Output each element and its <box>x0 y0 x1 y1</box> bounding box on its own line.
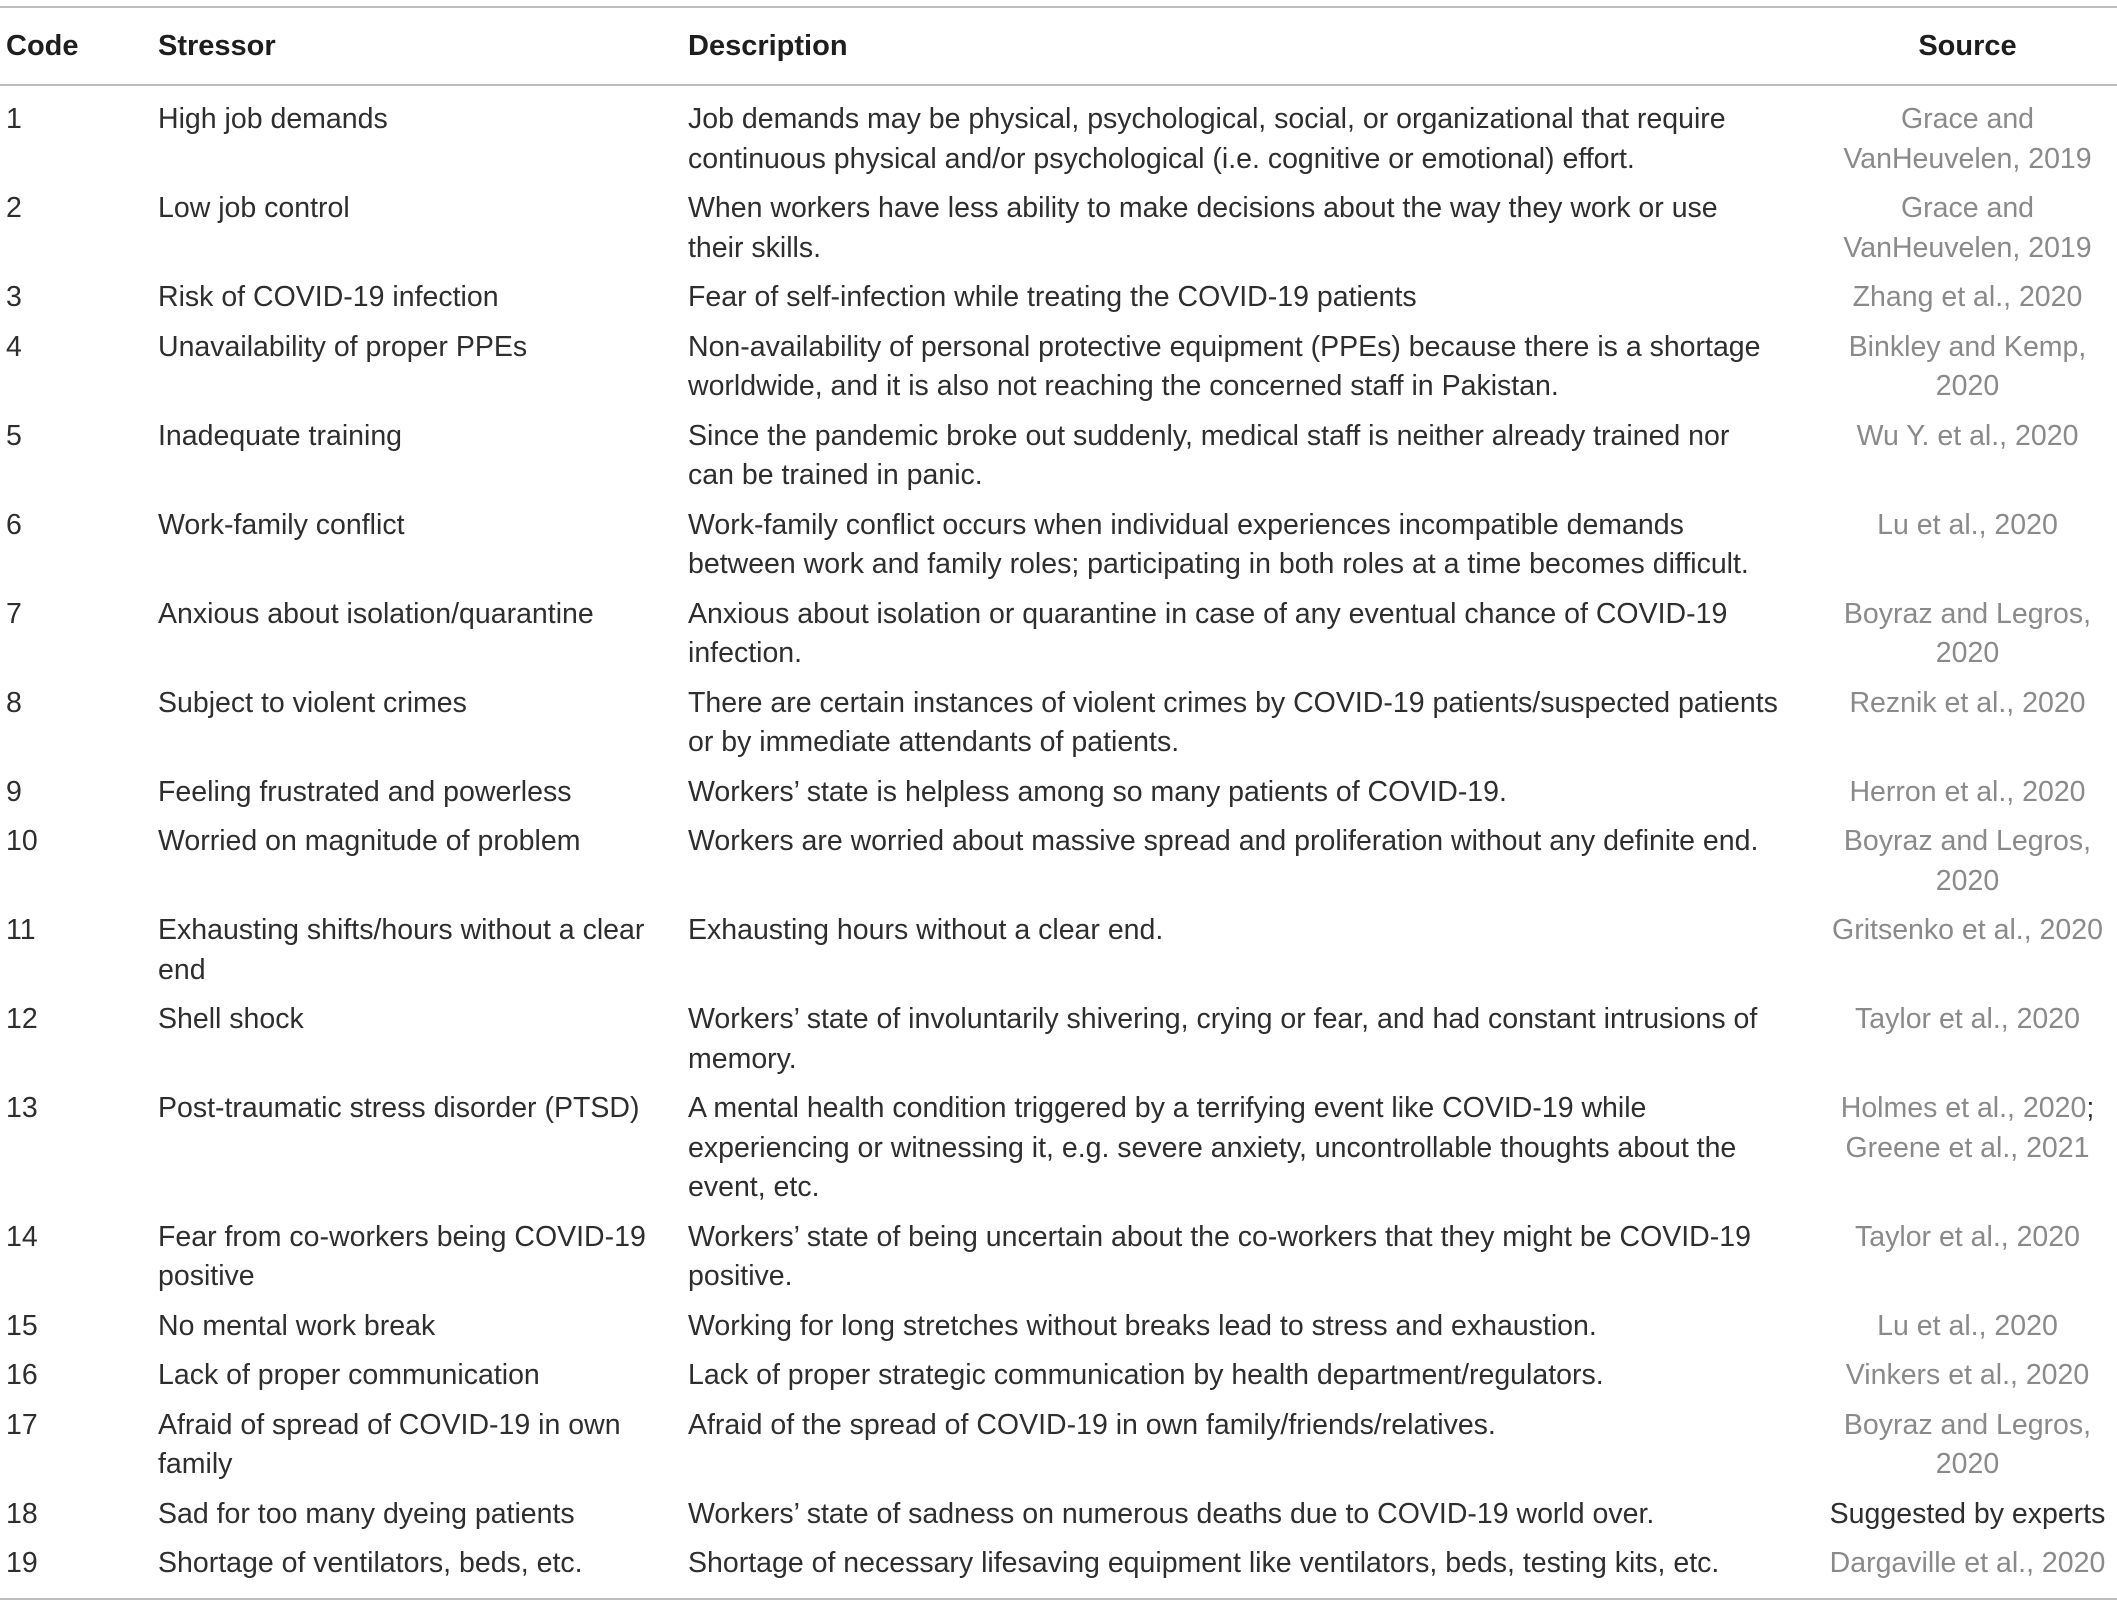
row-stressor: Lack of proper communication <box>158 1359 540 1391</box>
row-description: Shortage of necessary lifesaving equipment like ventilators, beds, testing kits, etc. <box>688 1540 1818 1599</box>
table-row <box>0 680 2117 769</box>
source-citation-link[interactable]: Boyraz and Legros, 2020 <box>1843 825 2092 897</box>
row-code: 18 <box>6 1497 38 1530</box>
row-code: 16 <box>6 1359 38 1391</box>
row-description: Job demands may be physical, psychological, social, or organizational that require continuous physical and/or psychological (i.e. cognitive or emotional) effort. <box>688 103 1726 175</box>
row-source <box>1818 274 2117 324</box>
row-description: Afraid of the spread of COVID-19 in own family/friends/relatives. <box>688 1408 1496 1441</box>
row-description: When workers have less ability to make decisions about the way they work or use their skills. <box>688 192 1718 264</box>
source-citation-link[interactable]: Boyraz and Legros, 2020 <box>1843 1408 2092 1480</box>
row-stressor: Risk of COVID-19 infection <box>158 281 499 313</box>
row-source <box>1818 185 2117 274</box>
source-citation-link[interactable]: Gritsenko et al., 2020 <box>1832 914 2103 946</box>
row-stressor: Anxious about isolation/quarantine <box>158 597 594 630</box>
table-row <box>0 85 2117 185</box>
row-code: 10 <box>6 825 38 857</box>
row-stressor: Unavailability of proper PPEs <box>158 330 528 363</box>
source-citation-link[interactable]: Grace and VanHeuvelen, 2019 <box>1843 192 2092 264</box>
table-row <box>0 591 2117 680</box>
row-source <box>1818 413 2117 502</box>
row-code: 19 <box>0 1540 158 1599</box>
row-description: Exhausting hours without a clear end. <box>688 914 1164 946</box>
row-description: Workers’ state of being uncertain about the co-workers that they might be COVID-19 positive. <box>688 1220 1751 1292</box>
header-stressor: Stressor <box>158 7 688 85</box>
row-code: 14 <box>6 1220 38 1253</box>
row-code: 17 <box>6 1408 38 1441</box>
row-description: Workers’ state of sadness on numerous deaths due to COVID-19 world over. <box>688 1497 1655 1530</box>
source-citation-link[interactable]: Dargaville et al., 2020 <box>1829 1547 2106 1579</box>
row-source <box>1818 1214 2117 1303</box>
source-citation-link[interactable]: Taylor et al., 2020 <box>1855 1220 2080 1253</box>
header-code: Code <box>0 7 158 85</box>
row-source <box>1818 680 2117 769</box>
table-row <box>0 274 2117 324</box>
row-stressor: Fear from co-workers being COVID-19 positive <box>158 1220 646 1292</box>
row-source <box>1818 85 2117 185</box>
row-source <box>1818 818 2117 907</box>
row-code: 3 <box>6 281 22 313</box>
table-row <box>0 1214 2117 1303</box>
row-stressor: Shell shock <box>158 1003 304 1035</box>
row-description: Workers are worried about massive spread and proliferation without any definite end. <box>688 825 1759 857</box>
source-citation-link[interactable]: Reznik et al., 2020 <box>1849 686 2086 719</box>
row-code: 12 <box>6 1003 38 1035</box>
table-row <box>0 907 2117 996</box>
row-description: Since the pandemic broke out suddenly, medical staff is neither already trained nor can be trained in panic. <box>688 419 1730 491</box>
source-citation-link[interactable]: Binkley and Kemp, 2020 <box>1848 330 2087 402</box>
row-code: 1 <box>6 103 22 135</box>
row-source <box>1818 1491 2117 1541</box>
row-stressor: Work-family conflict <box>158 508 405 541</box>
row-stressor: Feeling frustrated and powerless <box>158 775 572 808</box>
table-row <box>0 1303 2117 1353</box>
row-stressor: Sad for too many dyeing patients <box>158 1497 575 1530</box>
row-stressor: Exhausting shifts/hours without a clear end <box>158 914 645 986</box>
table-row <box>0 769 2117 819</box>
row-stressor: Shortage of ventilators, beds, etc. <box>158 1540 688 1599</box>
row-stressor: Low job control <box>158 192 350 224</box>
table-row <box>0 324 2117 413</box>
table-row <box>0 502 2117 591</box>
table-row <box>0 1491 2117 1541</box>
row-description: A mental health condition triggered by a terrifying event like COVID-19 while experiencing or witnessing it, e.g. severe anxiety, uncontrollable thoughts about the event, etc. <box>688 1092 1737 1203</box>
table-row <box>0 1402 2117 1491</box>
row-code: 13 <box>6 1092 38 1124</box>
header-source: Source <box>1818 7 2117 85</box>
row-code: 2 <box>6 192 22 224</box>
row-description: Fear of self-infection while treating the COVID-19 patients <box>688 281 1417 313</box>
row-code: 9 <box>6 775 22 808</box>
row-description: Workers’ state of involuntarily shivering, crying or fear, and had constant intrusions of memory. <box>688 1003 1758 1075</box>
table-row <box>0 996 2117 1085</box>
row-description: Non-availability of personal protective equipment (PPEs) because there is a shortage worldwide, and it is also not reaching the concerned staff in Pakistan. <box>688 330 1761 402</box>
row-code: 15 <box>6 1309 38 1342</box>
source-text: Suggested by experts <box>1829 1497 2106 1530</box>
row-source <box>1818 1352 2117 1402</box>
row-source <box>1818 996 2117 1085</box>
row-source <box>1818 769 2117 819</box>
row-code: 6 <box>6 508 22 541</box>
row-description: Work-family conflict occurs when individual experiences incompatible demands between work and family roles; participating in both roles at a time becomes difficult. <box>688 508 1749 580</box>
row-source <box>1818 1402 2117 1491</box>
table-row <box>0 818 2117 907</box>
row-description: Working for long stretches without breaks lead to stress and exhaustion. <box>688 1309 1597 1342</box>
row-stressor: High job demands <box>158 103 388 135</box>
row-code: 11 <box>6 914 36 946</box>
row-code: 5 <box>6 419 22 452</box>
source-citation-link[interactable]: Holmes et al., 2020 <box>1840 1092 2087 1124</box>
row-code: 4 <box>6 330 22 363</box>
source-citation-link[interactable]: Lu et al., 2020 <box>1877 1309 2058 1342</box>
row-source <box>1818 591 2117 680</box>
source-citation-link[interactable]: Lu et al., 2020 <box>1877 508 2058 541</box>
row-description: Workers’ state is helpless among so many patients of COVID-19. <box>688 775 1507 808</box>
stressor-table <box>0 6 2117 1600</box>
table-row <box>0 1352 2117 1402</box>
row-source <box>1818 1085 2117 1214</box>
row-stressor: Inadequate training <box>158 419 403 452</box>
source-citation-link[interactable]: Wu Y. et al., 2020 <box>1856 419 2079 452</box>
header-description: Description <box>688 7 1818 85</box>
row-source <box>1818 1303 2117 1353</box>
source-citation-link[interactable]: Boyraz and Legros, 2020 <box>1843 597 2092 669</box>
table-header-row <box>0 7 2117 85</box>
source-citation-link[interactable]: Greene et al., 2021 <box>1845 1131 2090 1164</box>
source-citation-link[interactable]: Vinkers et al., 2020 <box>1845 1359 2090 1391</box>
row-source <box>1818 1540 2117 1599</box>
source-citation-link[interactable]: Grace and VanHeuvelen, 2019 <box>1843 103 2092 175</box>
row-source <box>1818 502 2117 591</box>
table-row <box>0 185 2117 274</box>
row-stressor: Post-traumatic stress disorder (PTSD) <box>158 1092 640 1124</box>
row-source <box>1818 907 2117 996</box>
table-row <box>0 1540 2117 1599</box>
row-description: Lack of proper strategic communication by health department/regulators. <box>688 1359 1604 1391</box>
source-separator: ; <box>2086 1092 2095 1124</box>
row-description: There are certain instances of violent crimes by COVID-19 patients/suspected patients or by immediate attendants of patients. <box>688 686 1778 758</box>
source-citation-link[interactable]: Zhang et al., 2020 <box>1852 281 2083 313</box>
row-description: Anxious about isolation or quarantine in case of any eventual chance of COVID-19 infection. <box>688 597 1728 669</box>
table-row <box>0 1085 2117 1214</box>
row-stressor: Worried on magnitude of problem <box>158 825 581 857</box>
row-stressor: No mental work break <box>158 1309 436 1342</box>
row-source <box>1818 324 2117 413</box>
source-citation-link[interactable]: Herron et al., 2020 <box>1849 775 2086 808</box>
table-body <box>0 85 2117 1599</box>
table-row <box>0 413 2117 502</box>
source-citation-link[interactable]: Taylor et al., 2020 <box>1855 1003 2080 1035</box>
row-code: 7 <box>6 597 22 630</box>
row-stressor: Afraid of spread of COVID-19 in own family <box>158 1408 621 1480</box>
row-stressor: Subject to violent crimes <box>158 686 467 719</box>
row-code: 8 <box>6 686 22 719</box>
